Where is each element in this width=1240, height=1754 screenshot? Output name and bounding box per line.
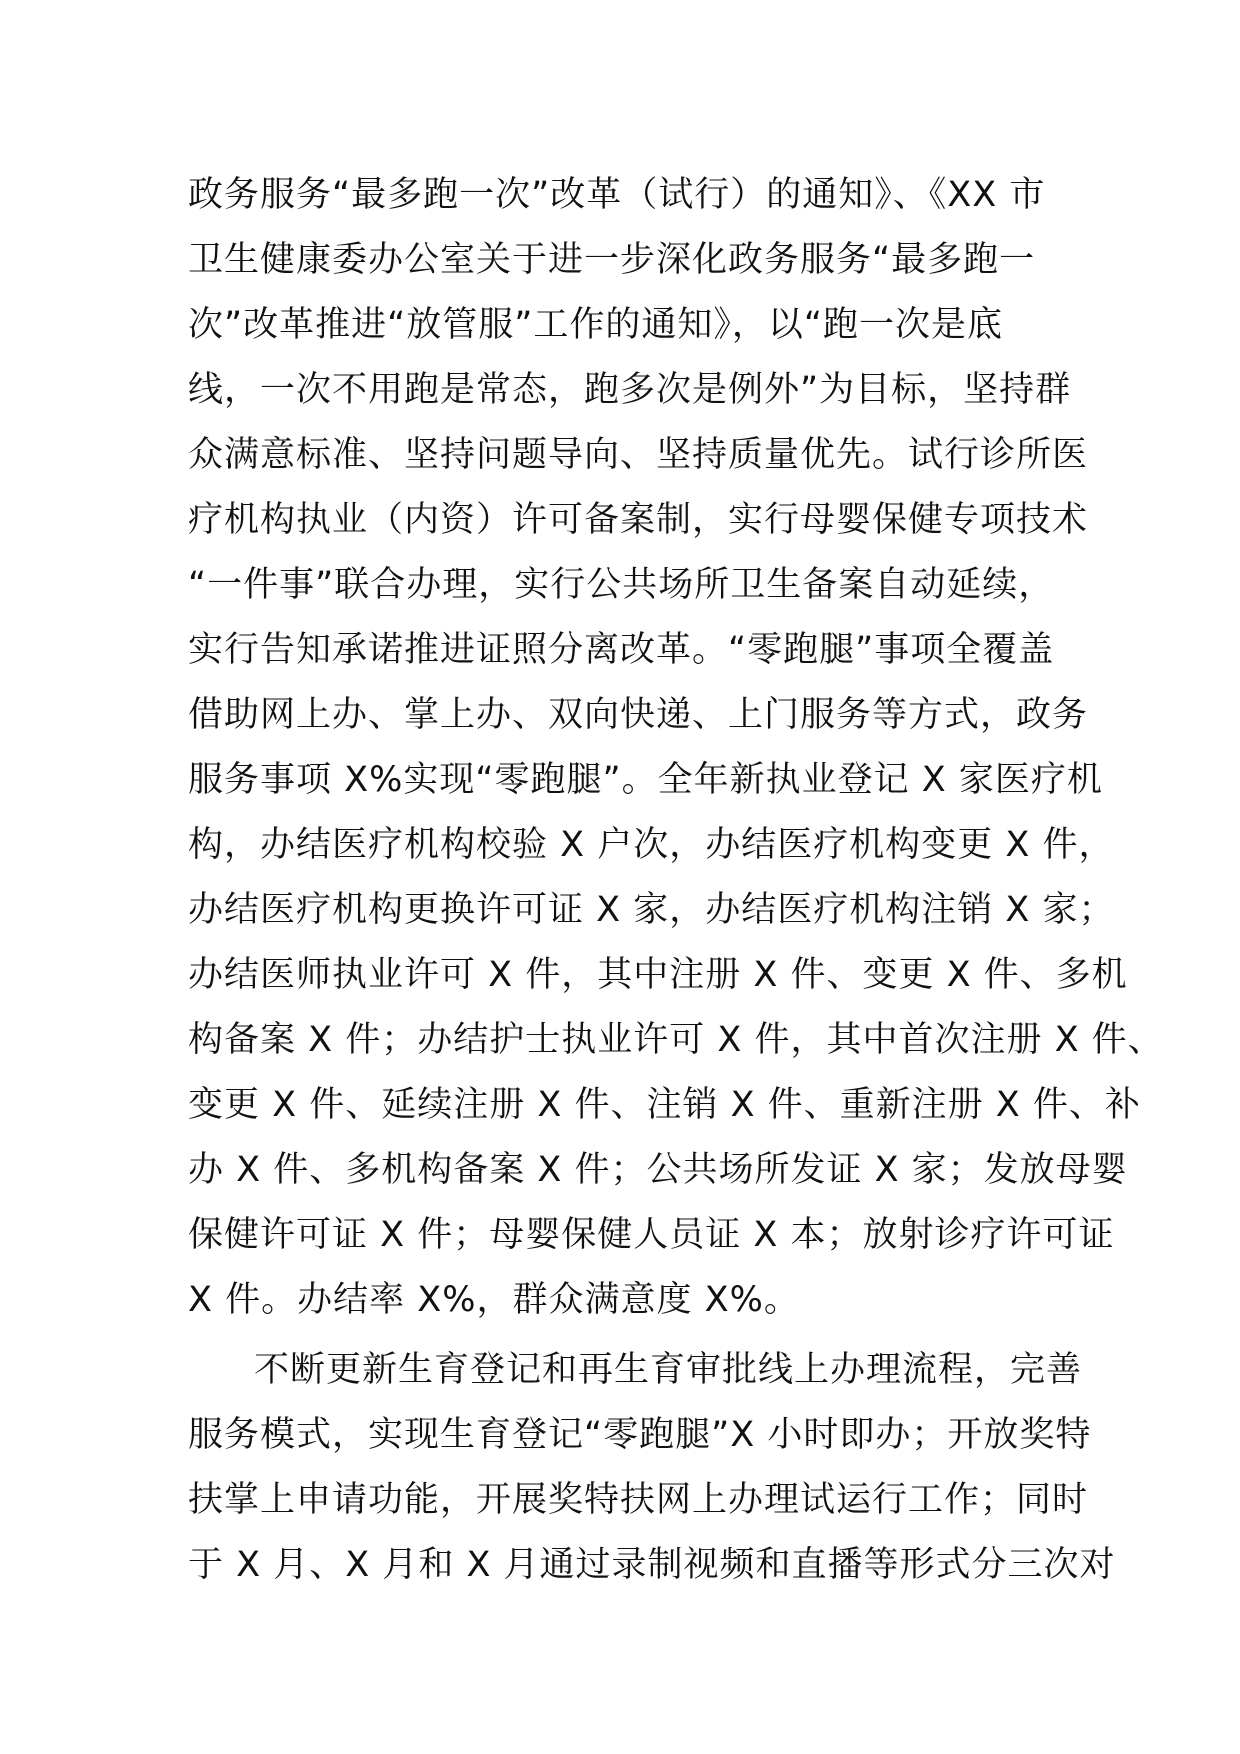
- text-line: 疗机构执业（内资）许可备案制，实行母婴保健专项技术: [188, 500, 1089, 540]
- text-line: “一件事”联合办理，实行公共场所卫生备案自动延续，: [188, 565, 1055, 605]
- text-line: 办 X 件、多机构备案 X 件；公共场所发证 X 家；发放母婴: [188, 1150, 1128, 1190]
- text-line: 扶掌上申请功能，开展奖特扶网上办理试运行工作；同时: [188, 1480, 1089, 1520]
- paragraph-1: [188, 163, 1164, 1333]
- text-line: 次”改革推进“放管服”工作的通知》，以“跑一次是底: [188, 305, 1004, 345]
- text-line: 借助网上办、掌上办、双向快递、上门服务等方式，政务: [188, 695, 1089, 735]
- text-line: 保健许可证 X 件；母婴保健人员证 X 本；放射诊疗许可证: [188, 1215, 1115, 1255]
- text-line: 实行告知承诺推进证照分离改革。“零跑腿”事项全覆盖: [188, 630, 1055, 670]
- text-line: 政务服务“最多跑一次”改革（试行）的通知》、《XX 市: [188, 175, 1046, 215]
- text-line: 办结医师执业许可 X 件，其中注册 X 件、变更 X 件、多机: [188, 955, 1128, 995]
- text-line: 线，一次不用跑是常态，跑多次是例外”为目标，坚持群: [188, 370, 1072, 410]
- text-line: 众满意标准、坚持问题导向、坚持质量优先。试行诊所医: [188, 435, 1089, 475]
- text-line: 办结医疗机构更换许可证 X 家，办结医疗机构注销 X 家；: [188, 890, 1115, 930]
- text-line: 构备案 X 件；办结护士执业许可 X 件，其中首次注册 X 件、: [188, 1020, 1164, 1060]
- text-line: 不断更新生育登记和再生育审批线上办理流程，完善: [254, 1350, 1083, 1390]
- text-line: 构，办结医疗机构校验 X 户次，办结医疗机构变更 X 件，: [188, 825, 1115, 865]
- text-line: 服务模式，实现生育登记“零跑腿”X 小时即办；开放奖特: [188, 1415, 1092, 1455]
- text-line: 变更 X 件、延续注册 X 件、注销 X 件、重新注册 X 件、补: [188, 1085, 1141, 1125]
- paragraph-2: [188, 1338, 1116, 1598]
- text-line: 服务事项 X%实现“零跑腿”。全年新执业登记 X 家医疗机: [188, 760, 1103, 800]
- text-line: 于 X 月、X 月和 X 月通过录制视频和直播等形式分三次对: [188, 1545, 1116, 1585]
- text-line: 卫生健康委办公室关于进一步深化政务服务“最多跑一: [188, 240, 1036, 280]
- text-line: X 件。办结率 X%，群众满意度 X%。: [188, 1280, 800, 1320]
